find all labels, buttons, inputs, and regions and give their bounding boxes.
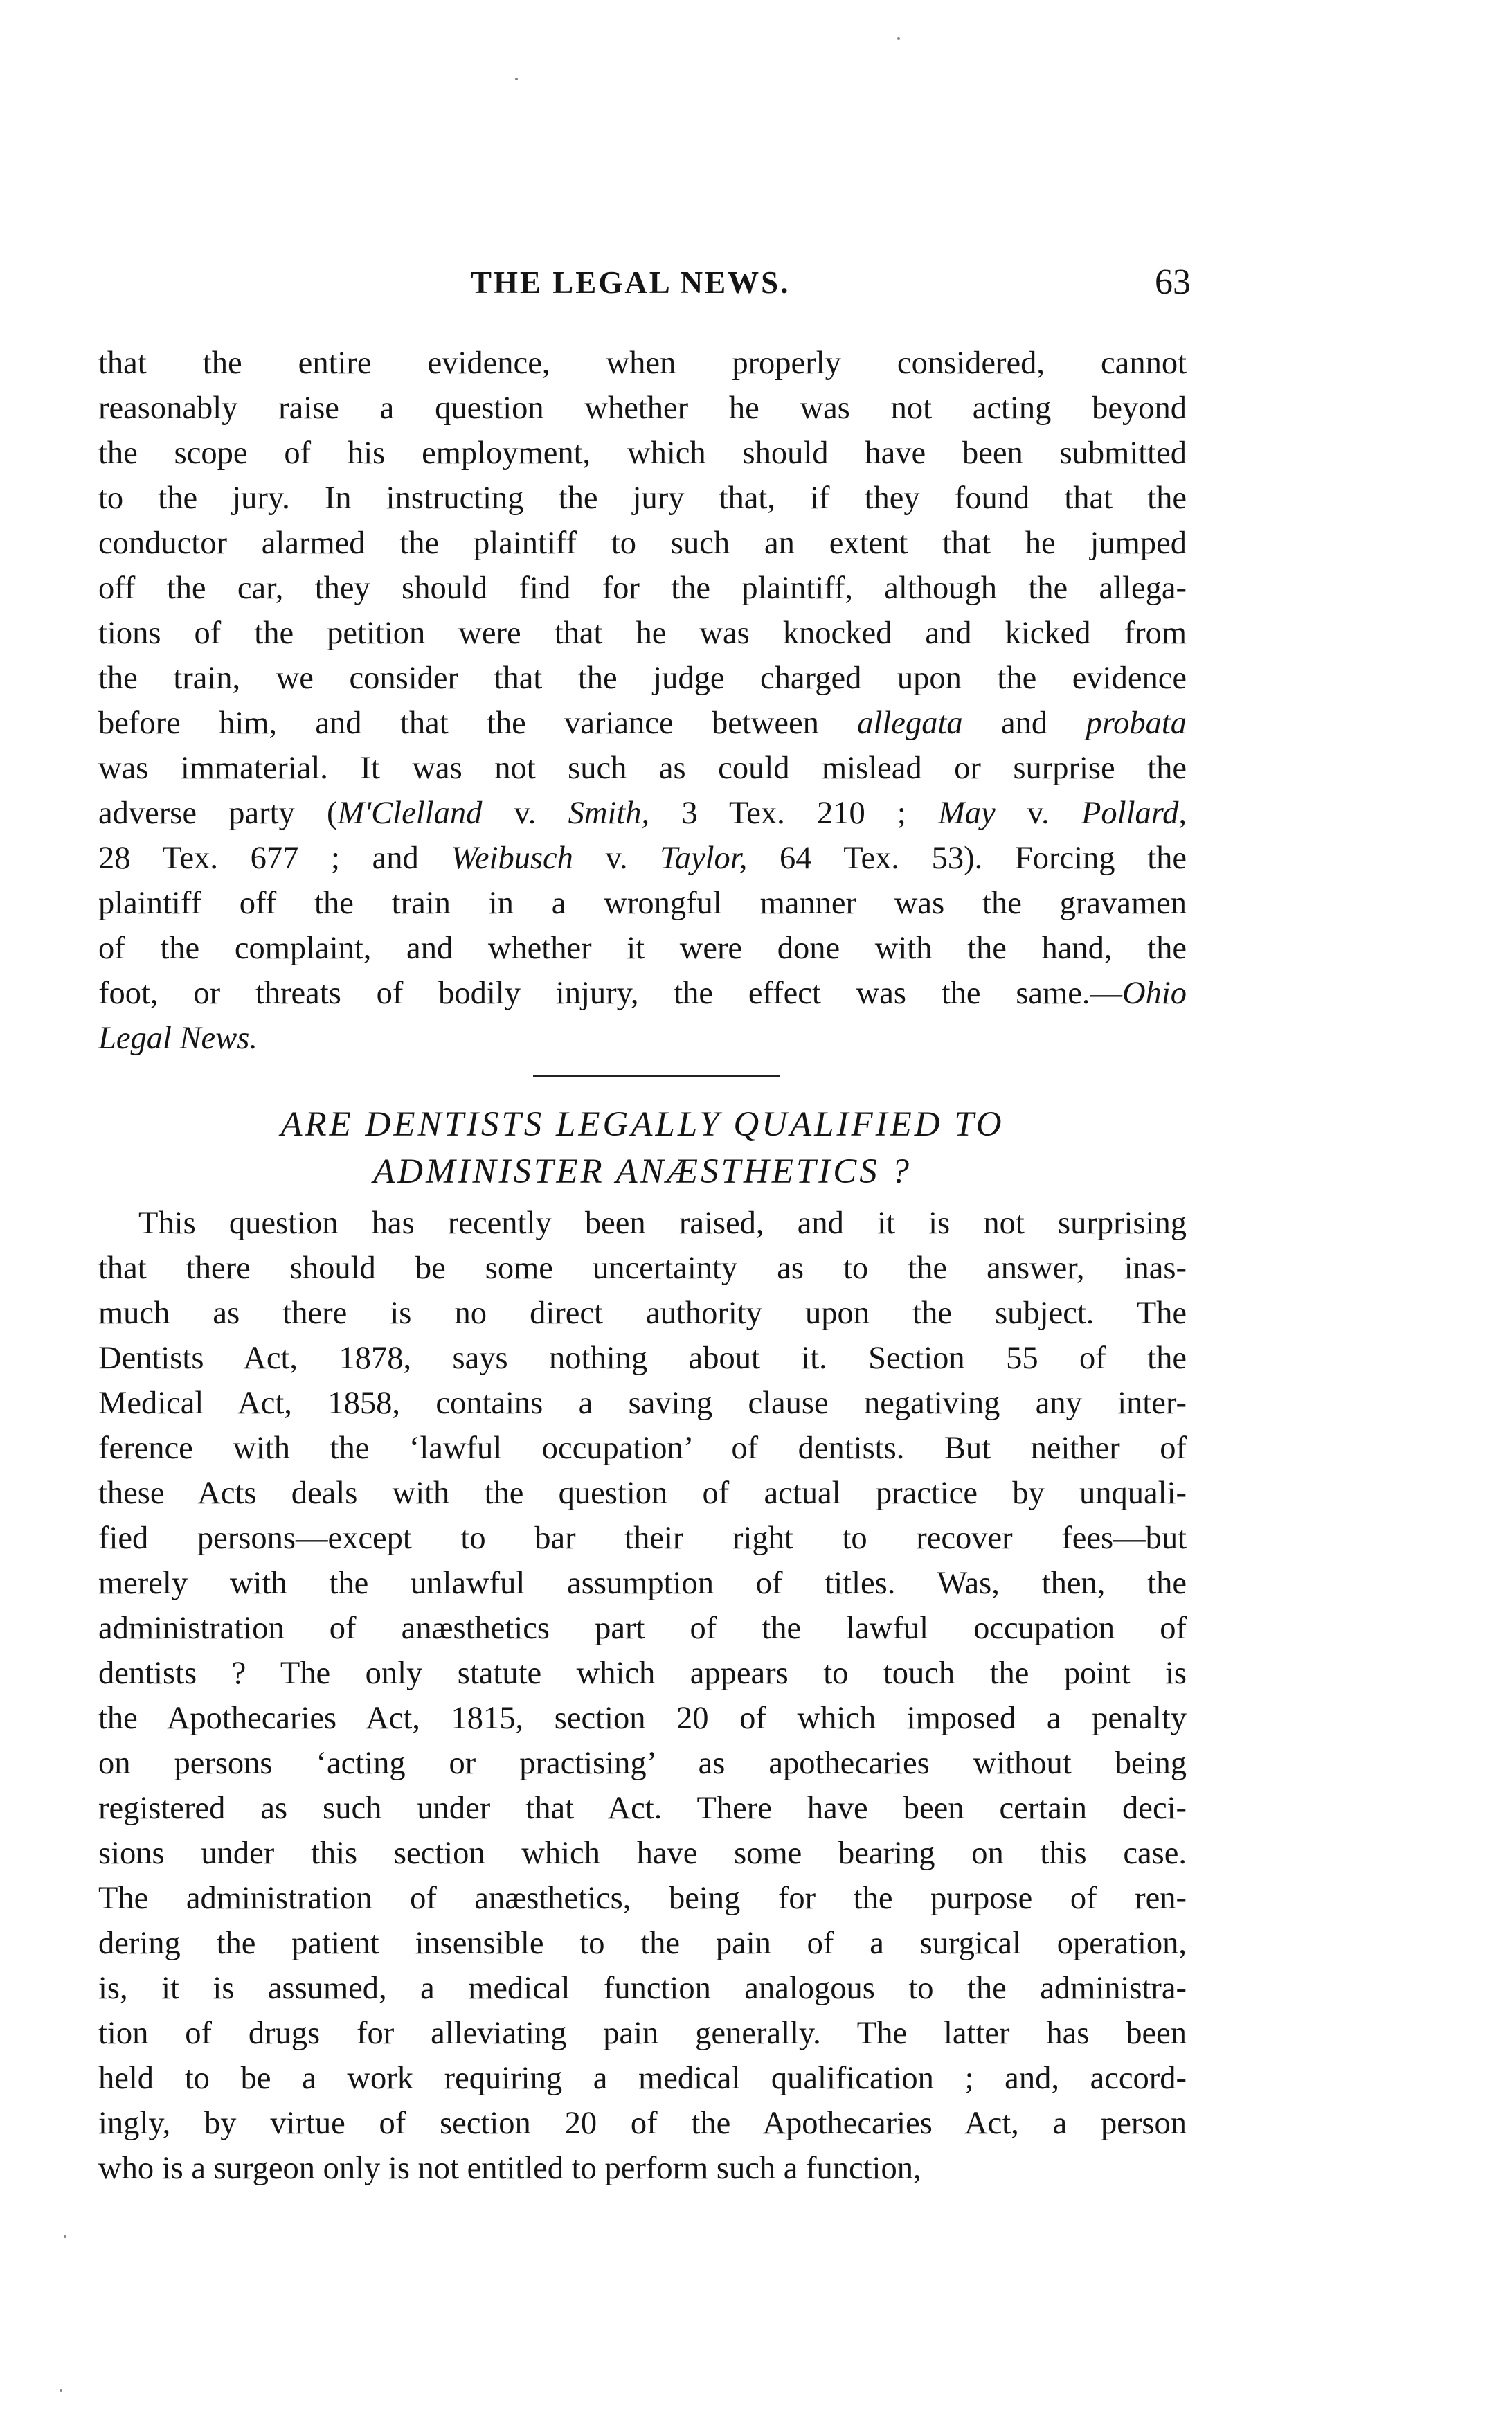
running-header [471,262,1191,306]
text-line: the Apothecaries Act, 1815, section 20 of which imposed a penalty [98,1701,1187,1736]
text-run: v. [995,796,1081,831]
italic-citation: Ohio [1122,976,1187,1011]
text-line: tion of drugs for alleviating pain generally. The latter has been [98,2016,1187,2051]
text-line: tions of the petition were that he was knocked and kicked from [98,616,1187,651]
text-line: This question has recently been raised, and it is not surprising [138,1206,1187,1241]
text-line [98,1016,1187,1061]
text-line: dentists ? The only statute which appears to touch the point is [98,1656,1187,1691]
text-line: is, it is assumed, a medical function analogous to the administra- [98,1971,1187,2006]
text-run: 3 Tex. 210 ; [649,796,939,831]
text-line: fied persons—except to bar their right to recover fees—but [98,1521,1187,1556]
italic-citation: allegata [857,706,963,741]
journal-title: THE LEGAL NEWS. [471,265,791,300]
text-line: ference with the ‘lawful occupation’ of dentists. But neither of [98,1431,1187,1466]
text-run: before him, and that the variance between [98,706,858,741]
article-heading-line-2: ADMINISTER ANÆSTHETICS ? [373,1152,912,1191]
text-line: plaintiff off the train in a wrongful manner was the gravamen [98,886,1187,921]
text-line: was immaterial. It was not such as could mislead or surprise the [98,751,1187,786]
text-line: the scope of his employment, which should have been submitted [98,436,1187,471]
italic-citation: Smith, [568,796,650,831]
paper-speck [60,2389,62,2392]
text-line: on persons ‘acting or practising’ as apothecaries without being [98,1746,1187,1781]
text-line [98,701,1187,746]
paragraph-case-conclusion [98,341,1187,1061]
paragraph-dentists-article [98,1201,1187,2191]
text-line: merely with the unlawful assumption of titles. Was, then, the [98,1566,1187,1601]
text-line [98,971,1187,1016]
text-line: that there should be some uncertainty as to the answer, inas- [98,1251,1187,1286]
paper-speck [64,2235,66,2238]
text-line: Medical Act, 1858, contains a saving clause negativing any inter- [98,1386,1187,1421]
text-line: that the entire evidence, when properly considered, cannot [98,346,1187,381]
text-line: dering the patient insensible to the pain of a surgical operation, [98,1926,1187,1961]
text-line: sions under this section which have some bearing on this case. [98,1836,1187,1871]
text-run: foot, or threats of bodily injury, the effect was the same.— [98,976,1122,1011]
italic-citation: probata [1086,706,1187,741]
italic-citation: Pollard, [1081,796,1187,831]
text-line: registered as such under that Act. There have been certain deci- [98,1791,1187,1826]
text-line: to the jury. In instructing the jury that, if they found that the [98,481,1187,516]
text-line: off the car, they should find for the plaintiff, although the allega- [98,571,1187,606]
italic-citation: Weibusch [451,841,573,876]
text-line: Dentists Act, 1878, says nothing about it. Section 55 of the [98,1341,1187,1376]
text-run: and [962,706,1086,741]
text-line [98,836,1187,881]
text-line: conductor alarmed the plaintiff to such an extent that he jumped [98,526,1187,561]
text-run: v. [573,841,660,876]
text-line: the train, we consider that the judge charged upon the evidence [98,661,1187,696]
text-line: these Acts deals with the question of actual practice by unquali- [98,1476,1187,1511]
text-line [98,791,1187,836]
text-line: who is a surgeon only is not entitled to perform such a function, [98,2151,921,2186]
text-line: reasonably raise a question whether he was not acting beyond [98,391,1187,426]
text-line: ingly, by virtue of section 20 of the Apothecaries Act, a person [98,2106,1187,2141]
text-line: held to be a work requiring a medical qualification ; and, accord- [98,2061,1187,2096]
italic-citation: May [938,796,996,831]
text-line: The administration of anæsthetics, being for the purpose of ren- [98,1881,1187,1916]
text-line: much as there is no direct authority upon the subject. The [98,1296,1187,1331]
text-line: administration of anæsthetics part of the lawful occupation of [98,1611,1187,1646]
paper-speck [515,78,518,80]
page-number: 63 [1155,262,1191,302]
paper-speck [897,37,900,40]
italic-citation: Taylor, [660,841,748,876]
italic-citation: Legal News. [98,1021,258,1056]
section-divider [533,1075,780,1077]
text-run: v. [482,796,568,831]
italic-citation: M'Clelland [337,796,483,831]
text-run: 28 Tex. 677 ; and [98,841,451,876]
text-run: 64 Tex. 53). Forcing the [747,841,1187,876]
text-line: of the complaint, and whether it were done with the hand, the [98,931,1187,966]
article-heading-line-1: ARE DENTISTS LEGALLY QUALIFIED TO [280,1105,1005,1144]
text-run: adverse party ( [98,796,338,831]
